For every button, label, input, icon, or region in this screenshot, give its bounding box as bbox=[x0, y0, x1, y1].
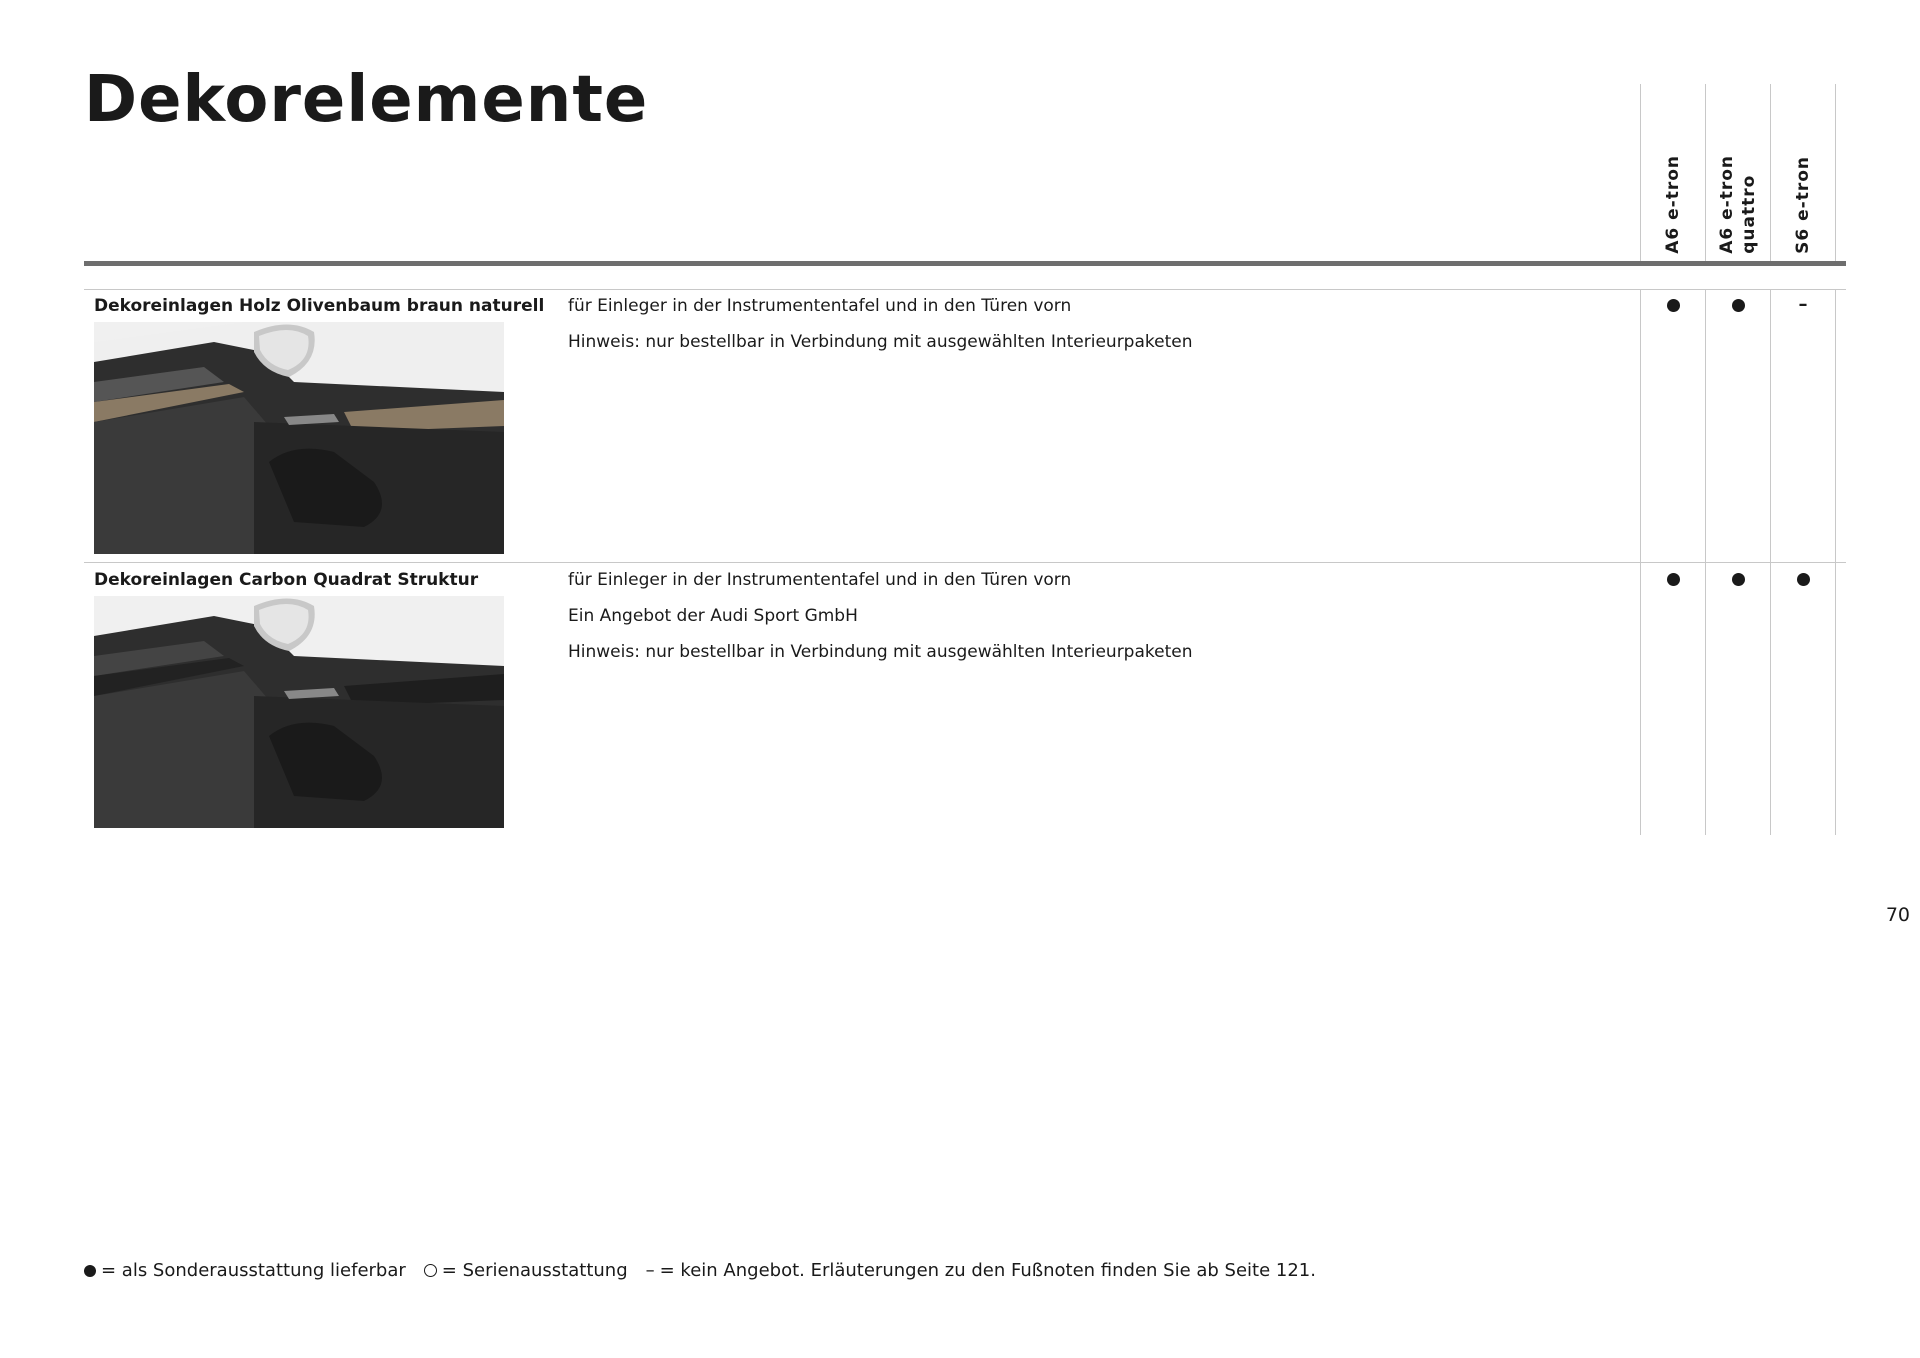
door-panel-image bbox=[94, 322, 504, 554]
column-header-s6-etron: S6 e-tron bbox=[1793, 156, 1813, 254]
column-divider bbox=[1705, 289, 1706, 835]
page-title: Dekorelemente bbox=[84, 63, 649, 137]
legend-standard: = Serienausstattung bbox=[441, 1260, 628, 1281]
item-description: für Einleger in der Instrumententafel und in den Türen vorn bbox=[568, 570, 1072, 590]
item-description: für Einleger in der Instrumententafel und in den Türen vorn bbox=[568, 296, 1072, 316]
door-panel-image bbox=[94, 596, 504, 828]
legend bbox=[84, 1260, 1334, 1281]
column-divider bbox=[1835, 84, 1836, 261]
legend-none: = kein Angebot. Erläuterungen zu den Fußnoten finden Sie ab Seite 121. bbox=[659, 1260, 1316, 1281]
header-rule bbox=[84, 261, 1846, 266]
column-divider bbox=[1770, 289, 1771, 835]
page-number: 70 bbox=[1885, 904, 1910, 926]
availability-mark bbox=[1706, 296, 1770, 317]
column-header-a6-etron: A6 e-tron bbox=[1663, 155, 1683, 254]
dash-icon: – bbox=[645, 1260, 655, 1281]
availability-mark bbox=[1641, 570, 1705, 591]
item-name: Dekoreinlagen Holz Olivenbaum braun naturell bbox=[94, 296, 545, 316]
availability-mark bbox=[1771, 570, 1835, 591]
availability-mark bbox=[1641, 296, 1705, 317]
item-name: Dekoreinlagen Carbon Quadrat Struktur bbox=[94, 570, 479, 590]
column-divider bbox=[1640, 289, 1641, 835]
legend-optional: = als Sonderausstattung lieferbar bbox=[101, 1260, 406, 1281]
filled-dot-icon bbox=[84, 1265, 96, 1277]
availability-mark: – bbox=[1798, 294, 1808, 315]
item-note: Hinweis: nur bestellbar in Verbindung mit ausgewählten Interieurpaketen bbox=[568, 332, 1193, 352]
availability-mark bbox=[1706, 570, 1770, 591]
item-supplier: Ein Angebot der Audi Sport GmbH bbox=[568, 606, 858, 626]
item-note: Hinweis: nur bestellbar in Verbindung mit ausgewählten Interieurpaketen bbox=[568, 642, 1193, 662]
column-divider bbox=[1835, 289, 1836, 835]
column-header-a6-etron-quattro: A6 e-tron quattro bbox=[1717, 155, 1759, 254]
empty-circle-icon bbox=[424, 1264, 437, 1277]
